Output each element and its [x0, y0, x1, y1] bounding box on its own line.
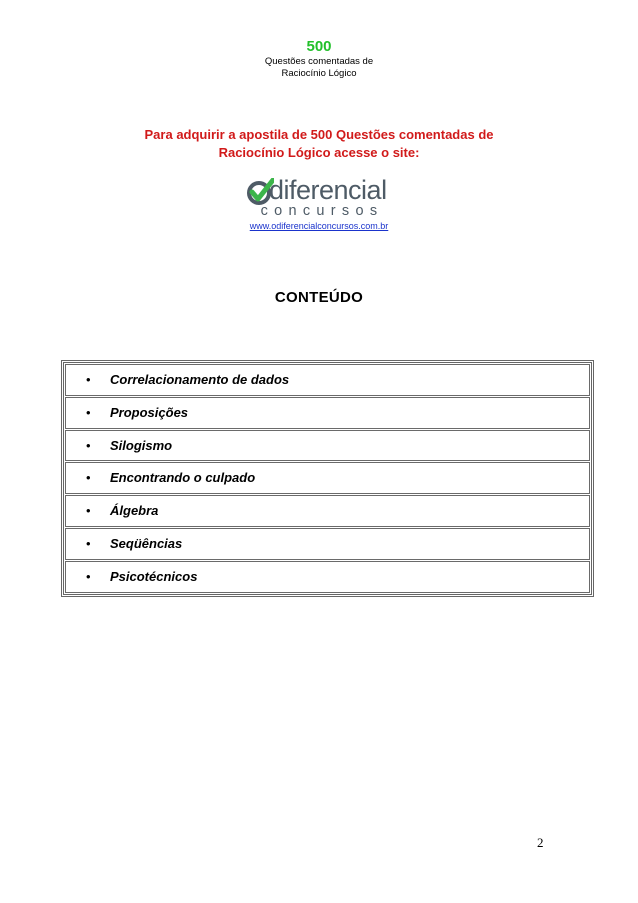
table-row	[65, 495, 590, 527]
odiferencial-logo[interactable]	[243, 176, 403, 218]
table-row	[65, 462, 590, 494]
page-header	[0, 38, 638, 80]
bullet-icon: •	[86, 404, 91, 420]
bullet-icon: •	[86, 470, 91, 486]
header-line-2: Raciocínio Lógico	[281, 68, 357, 79]
table-row	[65, 561, 590, 593]
contents-item: Encontrando o culpado	[110, 470, 256, 486]
site-link[interactable]: www.odiferencialconcursos.com.br	[249, 221, 389, 231]
bullet-icon: •	[86, 568, 91, 584]
bullet-icon: •	[86, 503, 91, 519]
contents-item: Correlacionamento de dados	[110, 372, 290, 387]
table-row	[65, 397, 590, 429]
logo-word: diferencial	[269, 175, 387, 205]
contents-item: Silogismo	[110, 437, 173, 453]
bullet-icon: •	[86, 437, 91, 453]
table-row	[65, 364, 590, 396]
bullet-icon: •	[86, 535, 91, 551]
contents-item: Psicotécnicos	[110, 568, 198, 584]
contents-item: Seqüências	[110, 535, 183, 551]
header-number: 500	[306, 38, 332, 55]
contents-table	[61, 360, 594, 597]
contents-item: Álgebra	[110, 503, 159, 519]
contents-title: CONTEÚDO	[274, 289, 364, 306]
promo-text	[90, 126, 548, 162]
logo-tagline: concursos	[260, 203, 384, 219]
header-line-1: Questões comentadas de	[264, 56, 374, 67]
table-row	[65, 528, 590, 560]
bullet-icon: •	[86, 372, 91, 387]
contents-item: Proposições	[110, 404, 189, 420]
promo-line-1: Para adquirir a apostila de 500 Questões comentadas de	[144, 127, 494, 142]
table-row	[65, 430, 590, 462]
page-number: 2	[537, 835, 544, 850]
promo-line-2: Raciocínio Lógico acesse o site:	[218, 145, 420, 160]
